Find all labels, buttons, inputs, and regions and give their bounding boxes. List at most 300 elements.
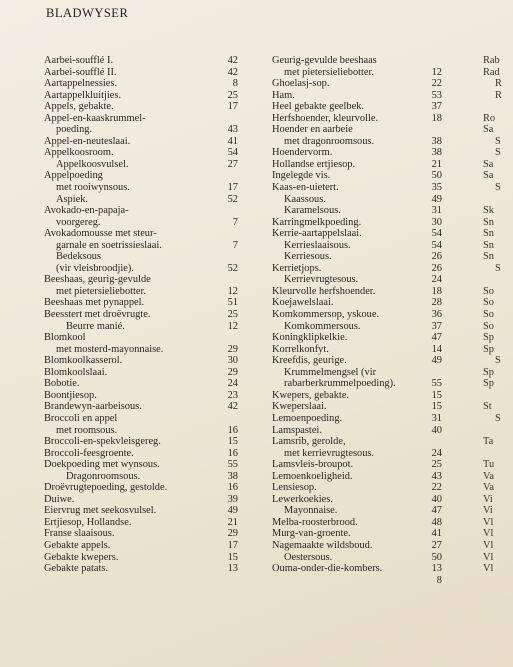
- entry-page-number: 38: [431, 135, 442, 147]
- entry-page-number: 42: [227, 55, 238, 66]
- entry-page-number: 16: [227, 447, 238, 459]
- entry-page-number: 54: [431, 228, 442, 240]
- index-entry: [483, 436, 513, 448]
- entry-page-number: 7: [232, 216, 238, 228]
- index-entry: [44, 124, 238, 136]
- index-entry: [272, 182, 457, 194]
- entry-title: Kwepers, gebakte.: [272, 389, 350, 401]
- entry-title: Vl: [483, 528, 494, 540]
- entry-title: Kerrie-aartappelslaai.: [272, 228, 362, 240]
- entry-page-number: 13: [227, 563, 238, 575]
- entry-title: Sn: [483, 239, 494, 251]
- entry-page-number: 12: [227, 320, 238, 332]
- entry-title: Gebakte patats.: [44, 563, 109, 575]
- entry-title: Ertjiesop, Hollandse.: [44, 516, 132, 528]
- entry-title: met rooiwynsous.: [56, 182, 130, 194]
- index-entry: [483, 194, 513, 206]
- entry-page-number: 18: [431, 112, 442, 124]
- entry-title: Krummelmengsel (vir: [284, 366, 377, 378]
- entry-title: Bobotie.: [44, 378, 80, 390]
- index-entry: [483, 297, 513, 309]
- entry-page-number: 25: [227, 309, 238, 321]
- index-entry: [272, 401, 457, 413]
- entry-page-number: 35: [431, 182, 442, 194]
- entry-page-number: 40: [431, 424, 442, 436]
- index-entry: [272, 274, 457, 286]
- entry-title: Aarbei-soufflé I.: [44, 55, 114, 66]
- index-entry: [44, 89, 238, 102]
- index-entry: [44, 563, 238, 575]
- entry-page-number: 37: [431, 320, 442, 332]
- index-entry: [44, 158, 238, 171]
- entry-page-number: 7: [232, 239, 238, 251]
- index-entry: [44, 251, 234, 263]
- entry-page-number: 15: [227, 436, 238, 448]
- index-entry: [483, 355, 513, 367]
- entry-page-number: 52: [227, 193, 238, 205]
- entry-title: Appelkoosvulsel.: [56, 158, 129, 170]
- entry-title: Va: [483, 482, 494, 494]
- index-entry: [272, 517, 457, 529]
- entry-title: Avokado-en-papaja-: [44, 205, 129, 217]
- entry-page-number: 50: [431, 170, 442, 182]
- index-entry: [483, 67, 513, 79]
- entry-page-number: 49: [431, 355, 442, 367]
- entry-page-number: 12: [227, 285, 238, 297]
- entry-title: Boontjiesop.: [44, 389, 97, 401]
- entry-page-number: 18: [431, 285, 442, 297]
- index-entry: [44, 459, 238, 471]
- entry-title: Va: [483, 470, 494, 482]
- entry-title: Murg-van-groente.: [272, 528, 351, 540]
- entry-title: garnale en soetrissieslaai.: [56, 239, 162, 251]
- entry-page-number: 17: [227, 539, 238, 551]
- entry-title: Ro: [483, 112, 496, 124]
- entry-page-number: 15: [431, 389, 442, 401]
- entry-page-number: 37: [431, 101, 442, 113]
- entry-title: Vl: [483, 551, 494, 563]
- entry-title: Ham.: [272, 89, 295, 101]
- index-entry: [483, 182, 513, 194]
- index-entry: [272, 67, 457, 79]
- entry-title: Lamsvleis-broupot.: [272, 459, 354, 471]
- entry-title: Ingelegde vis.: [272, 170, 331, 182]
- entry-title: S: [495, 412, 501, 424]
- index-entry: [44, 436, 238, 448]
- index-entry: [272, 90, 457, 102]
- entry-title: Sp: [483, 332, 494, 344]
- entry-page-number: 30: [227, 355, 238, 367]
- index-entry: [483, 425, 513, 437]
- index-entry: [272, 367, 457, 379]
- entry-page-number: 55: [227, 459, 238, 471]
- index-entry: [483, 170, 513, 182]
- entry-page-number: 25: [227, 89, 238, 101]
- index-entry: [272, 575, 457, 587]
- index-entry: [44, 482, 238, 494]
- entry-page-number: 31: [431, 412, 442, 424]
- index-entry: [483, 113, 513, 125]
- entry-title: Beeshaas, geurig-gevulde: [44, 274, 151, 286]
- entry-title: Sa: [483, 170, 494, 182]
- entry-title: Ouma-onder-die-kombers.: [272, 563, 383, 575]
- entry-page-number: 42: [227, 66, 238, 78]
- index-entry: [272, 101, 457, 113]
- index-entry: [483, 413, 513, 425]
- entry-title: Aartappelkluitjies.: [44, 89, 122, 101]
- index-entry: [272, 240, 457, 252]
- index-entry: [483, 274, 513, 286]
- entry-title: Sa: [483, 158, 494, 170]
- index-entry: [483, 367, 513, 379]
- index-entry: [272, 217, 457, 229]
- entry-title: R: [495, 78, 502, 90]
- entry-title: Broccoli-feesgroente.: [44, 447, 134, 459]
- entry-page-number: 8: [436, 574, 442, 586]
- index-entry: [44, 182, 238, 194]
- entry-page-number: 48: [431, 516, 442, 528]
- index-entry: [483, 471, 513, 483]
- entry-page-number: 28: [431, 297, 442, 309]
- index-entry: [272, 540, 457, 552]
- entry-title: Sp: [483, 343, 494, 355]
- entry-page-number: 26: [431, 262, 442, 274]
- index-entry: [272, 170, 457, 182]
- entry-title: Appels, gebakte.: [44, 101, 114, 113]
- entry-page-number: 38: [227, 470, 238, 482]
- index-entry: [44, 470, 238, 483]
- entry-title: S: [495, 147, 501, 159]
- index-entry: [272, 378, 457, 390]
- entry-page-number: 49: [227, 505, 238, 517]
- index-entry: [44, 239, 238, 252]
- entry-title: Vi: [483, 493, 493, 505]
- index-entry: [272, 471, 457, 483]
- entry-page-number: 21: [227, 516, 238, 528]
- entry-title: poeding.: [56, 124, 93, 136]
- index-entry: [44, 320, 238, 333]
- index-entry: [483, 390, 513, 402]
- index-entry: [272, 263, 457, 275]
- entry-page-number: 23: [227, 389, 238, 401]
- entry-title: Blomkool: [44, 332, 86, 344]
- index-entry: [483, 147, 513, 159]
- index-entry: [44, 401, 238, 413]
- entry-page-number: 17: [227, 101, 238, 113]
- index-entry: [44, 285, 238, 298]
- index-entry: [44, 274, 234, 286]
- entry-page-number: 36: [431, 309, 442, 321]
- index-entry: [483, 159, 513, 171]
- entry-page-number: 41: [227, 135, 238, 147]
- index-entry: [483, 136, 513, 148]
- entry-title: met kerrievrugtesous.: [284, 447, 375, 459]
- entry-title: Bedeksous: [56, 251, 102, 263]
- entry-title: Beesstert met droëvrugte.: [44, 309, 151, 321]
- index-entry: [44, 551, 238, 564]
- entry-page-number: 27: [431, 539, 442, 551]
- entry-title: Vi: [483, 505, 493, 517]
- index-entry: [44, 216, 238, 229]
- entry-title: S: [495, 135, 501, 147]
- entry-title: voorgereg.: [56, 216, 101, 228]
- index-entry: [483, 563, 513, 575]
- entry-title: Melba-roosterbrood.: [272, 516, 358, 528]
- index-column-1: [44, 55, 238, 575]
- index-entry: [272, 136, 457, 148]
- entry-title: Vl: [483, 563, 494, 575]
- entry-title: Korrelkonfyt.: [272, 343, 329, 355]
- index-entry: [272, 147, 457, 159]
- index-entry: [483, 344, 513, 356]
- entry-title: Lamspastei.: [272, 424, 322, 436]
- page-heading: BLADWYSER: [46, 6, 129, 20]
- entry-page-number: 29: [227, 343, 238, 355]
- entry-page-number: 47: [431, 332, 442, 344]
- entry-page-number: 31: [431, 205, 442, 217]
- entry-page-number: 54: [227, 147, 238, 159]
- entry-title: Kaassous.: [284, 193, 326, 205]
- entry-title: Hoender en aarbeie: [272, 124, 353, 136]
- index-entry: [44, 101, 238, 113]
- entry-title: Kerrievrugtesous.: [284, 274, 359, 286]
- entry-title: St: [483, 401, 492, 413]
- index-entry: [272, 228, 457, 240]
- index-entry: [272, 55, 457, 67]
- entry-title: Appel-en-kaaskrummel-: [44, 112, 146, 124]
- index-column-2: [272, 55, 457, 586]
- entry-title: Eiervrug met seekosvulsel.: [44, 505, 157, 517]
- entry-page-number: 26: [431, 251, 442, 263]
- entry-title: Brandewyn-aarbeisous.: [44, 401, 142, 413]
- index-entry: [272, 113, 457, 125]
- index-entry: [44, 78, 238, 90]
- entry-page-number: 24: [431, 274, 442, 286]
- index-entry: [272, 425, 457, 437]
- index-entry: [483, 552, 513, 564]
- index-entry: [483, 55, 513, 67]
- index-entry: [483, 482, 513, 494]
- index-entry: [483, 251, 513, 263]
- index-entry: [44, 332, 234, 344]
- entry-title: (vir vleisbroodjie).: [56, 262, 134, 274]
- entry-title: Hollandse ertjiesop.: [272, 158, 356, 170]
- index-entry: [272, 159, 457, 171]
- index-entry: [44, 135, 238, 148]
- entry-title: Sa: [483, 124, 494, 136]
- index-entry: [272, 321, 457, 333]
- entry-title: Duiwe.: [44, 493, 75, 505]
- entry-title: Mayonnaise.: [284, 505, 338, 517]
- entry-title: Gebakte kwepers.: [44, 551, 119, 563]
- entry-title: Gebakte appels.: [44, 539, 111, 551]
- index-entry: [483, 205, 513, 217]
- index-entry: [44, 413, 234, 425]
- entry-title: met roomsous.: [56, 424, 118, 436]
- entry-title: Kleurvolle herfshoender.: [272, 285, 376, 297]
- index-entry: [44, 539, 238, 552]
- entry-page-number: 49: [431, 193, 442, 205]
- index-entry: [44, 193, 238, 206]
- entry-title: Avokadomousse met steur-: [44, 228, 157, 240]
- index-entry: [272, 332, 457, 344]
- entry-page-number: 27: [227, 158, 238, 170]
- index-entry: [483, 401, 513, 413]
- entry-page-number: 24: [431, 447, 442, 459]
- entry-page-number: 54: [431, 239, 442, 251]
- index-entry: [44, 262, 238, 275]
- entry-title: Kerrieslaaisous.: [284, 239, 351, 251]
- entry-title: Heel gebakte geelbek.: [272, 101, 365, 113]
- entry-title: met pietersieliebotter.: [56, 285, 147, 297]
- index-entry: [483, 540, 513, 552]
- index-entry: [483, 459, 513, 471]
- index-entry: [44, 297, 238, 309]
- index-entry: [272, 344, 457, 356]
- index-entry: [272, 413, 457, 425]
- entry-page-number: 53: [431, 89, 442, 101]
- index-entry: [272, 205, 457, 217]
- index-entry: [483, 321, 513, 333]
- entry-page-number: 16: [227, 424, 238, 436]
- index-entry: [483, 448, 513, 460]
- entry-title: Sk: [483, 205, 494, 217]
- index-entry: [483, 90, 513, 102]
- entry-title: Komkommersous.: [284, 320, 361, 332]
- entry-title: Aarbei-soufflé II.: [44, 66, 117, 78]
- index-entry: [272, 124, 457, 136]
- index-entry: [44, 355, 238, 367]
- index-entry: [44, 366, 238, 379]
- index-entry: [272, 482, 457, 494]
- index-entry: [44, 493, 238, 506]
- entry-title: rabarberkrummelpoeding).: [284, 378, 396, 390]
- entry-title: Rad: [483, 66, 500, 78]
- entry-title: met mosterd-mayonnaise.: [56, 343, 164, 355]
- index-entry: [272, 390, 457, 402]
- entry-page-number: 43: [431, 470, 442, 482]
- index-entry: [483, 505, 513, 517]
- index-entry: [272, 309, 457, 321]
- entry-page-number: 41: [431, 528, 442, 540]
- entry-title: So: [483, 297, 494, 309]
- index-column-3-partial: [483, 55, 513, 575]
- entry-page-number: 29: [227, 528, 238, 540]
- entry-title: Kerriesous.: [284, 251, 332, 263]
- index-entry: [272, 355, 457, 367]
- entry-page-number: 40: [431, 493, 442, 505]
- entry-title: Kerrietjops.: [272, 262, 322, 274]
- entry-title: Sn: [483, 216, 494, 228]
- index-entry: [44, 505, 238, 517]
- index-entry: [272, 448, 457, 460]
- index-entry: [44, 113, 234, 125]
- entry-title: Aspiek.: [56, 193, 89, 205]
- entry-title: Lamsrib, gerolde,: [272, 436, 346, 448]
- index-entry: [44, 343, 238, 356]
- entry-title: Vl: [483, 516, 494, 528]
- entry-title: Blomkoolkasserol.: [44, 355, 123, 367]
- entry-title: Beurre manié.: [66, 320, 125, 332]
- index-entry: [272, 286, 457, 298]
- entry-title: S: [495, 262, 501, 274]
- index-entry: [483, 78, 513, 90]
- entry-title: Sn: [483, 251, 494, 263]
- entry-title: Appelpoeding: [44, 170, 103, 182]
- index-entry: [44, 424, 238, 437]
- index-entry: [44, 309, 238, 321]
- index-entry: [44, 66, 238, 79]
- index-entry: [44, 447, 238, 460]
- index-entry: [483, 101, 513, 113]
- entry-title: S: [495, 182, 501, 194]
- entry-title: Kweperslaai.: [272, 401, 327, 413]
- index-entry: [483, 124, 513, 136]
- entry-title: Franse slaaisous.: [44, 528, 115, 540]
- index-entry: [44, 55, 238, 67]
- entry-title: Oestersous.: [284, 551, 333, 563]
- entry-title: Koningklipkelkie.: [272, 332, 348, 344]
- index-entry: [483, 263, 513, 275]
- index-entry: [44, 170, 234, 182]
- index-entry: [44, 378, 238, 390]
- entry-page-number: 22: [431, 482, 442, 494]
- entry-title: Hoendervorm.: [272, 147, 333, 159]
- entry-page-number: 39: [227, 493, 238, 505]
- entry-page-number: 14: [431, 343, 442, 355]
- index-entry: [272, 563, 457, 575]
- entry-page-number: 15: [431, 401, 442, 413]
- index-entry: [483, 494, 513, 506]
- entry-title: Dragonroomsous.: [66, 470, 141, 482]
- entry-title: Beeshaas met pynappel.: [44, 297, 145, 309]
- entry-title: Doekpoeding met wynsous.: [44, 459, 160, 471]
- entry-title: Broccoli en appel: [44, 412, 118, 424]
- entry-title: Nagemaakte wildsboud.: [272, 539, 373, 551]
- entry-title: Blomkoolslaai.: [44, 366, 108, 378]
- entry-title: Ghoelasj-sop.: [272, 78, 330, 90]
- index-entry: [272, 528, 457, 540]
- index-entry: [44, 389, 238, 402]
- entry-title: Ta: [483, 436, 494, 448]
- entry-title: So: [483, 285, 494, 297]
- index-entry: [483, 309, 513, 321]
- entry-page-number: 30: [431, 216, 442, 228]
- entry-page-number: 13: [431, 563, 442, 575]
- index-entry: [44, 228, 234, 240]
- index-entry: [483, 217, 513, 229]
- index-entry: [483, 332, 513, 344]
- entry-title: met dragonroomsous.: [284, 135, 375, 147]
- entry-title: Karamelsous.: [284, 205, 341, 217]
- index-entry: [44, 516, 238, 529]
- entry-title: So: [483, 309, 494, 321]
- entry-title: Appel-en-neuteslaai.: [44, 135, 131, 147]
- index-entry: [44, 528, 238, 540]
- entry-title: Rab: [483, 55, 500, 66]
- entry-title: Geurig-gevulde beeshaas: [272, 55, 377, 66]
- index-entry: [272, 194, 457, 206]
- index-entry: [483, 517, 513, 529]
- entry-page-number: 22: [431, 78, 442, 90]
- entry-page-number: 50: [431, 551, 442, 563]
- entry-page-number: 16: [227, 482, 238, 494]
- entry-title: Sn: [483, 228, 494, 240]
- entry-page-number: 55: [431, 378, 442, 390]
- index-entry: [483, 286, 513, 298]
- index-entry: [44, 205, 234, 217]
- entry-page-number: 29: [227, 366, 238, 378]
